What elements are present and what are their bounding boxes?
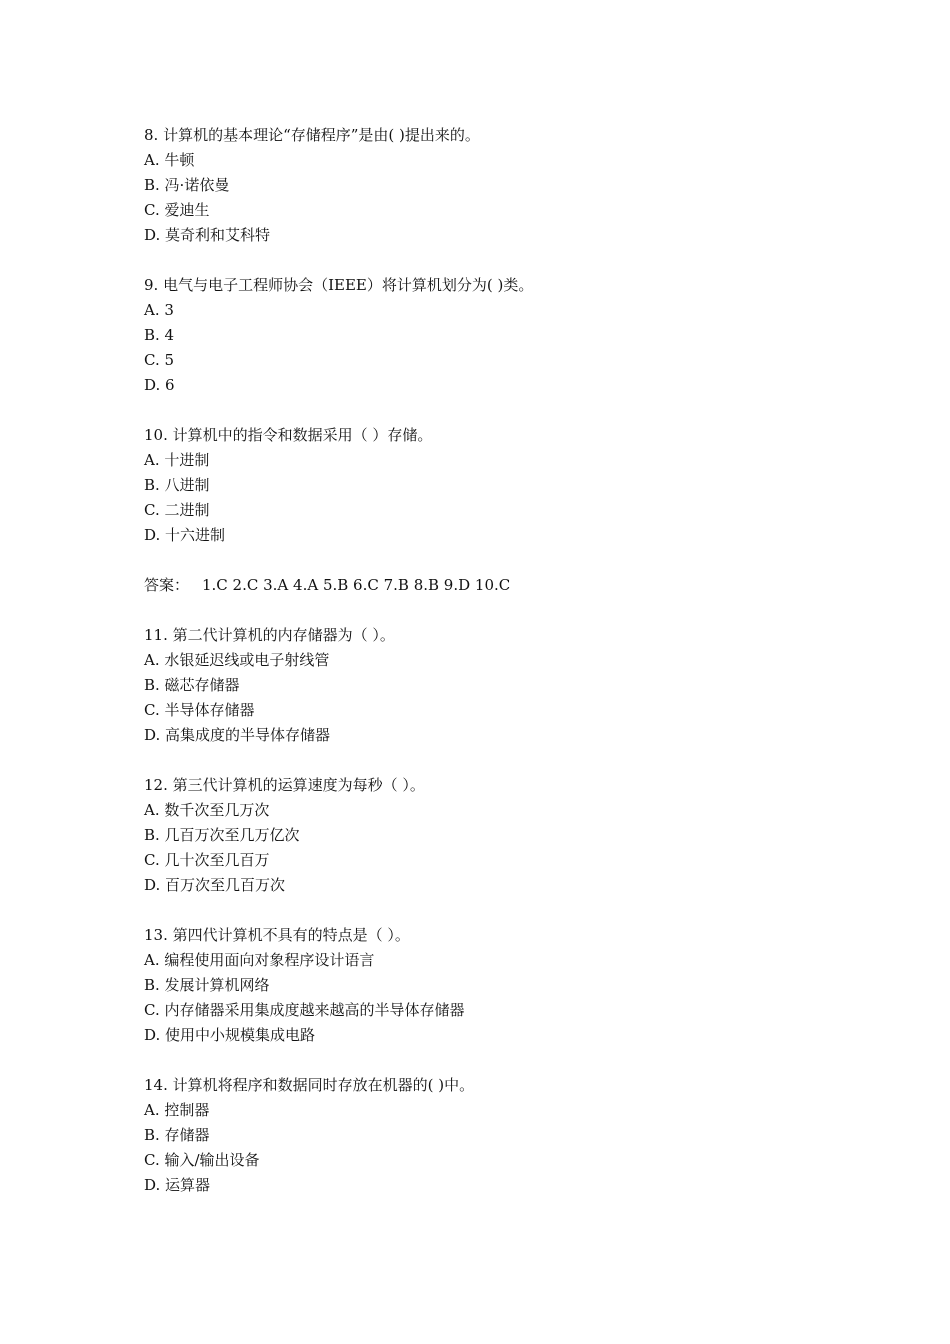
option-b: B. 发展计算机网络 [144, 976, 270, 994]
option-d: D. 百万次至几百万次 [144, 876, 286, 894]
question-11 [144, 623, 904, 748]
spacer [144, 398, 904, 423]
option-b: B. 存储器 [144, 1126, 210, 1144]
question-12 [144, 773, 904, 898]
option-c: C. 半导体存储器 [144, 701, 255, 719]
option-d: D. 莫奇利和艾科特 [144, 226, 271, 244]
spacer [144, 1048, 904, 1073]
option-d: D. 运算器 [144, 1176, 211, 1194]
question-text: 10. 计算机中的指令和数据采用（ ）存储。 [144, 426, 433, 444]
option-b: B. 八进制 [144, 476, 210, 494]
question-text: 12. 第三代计算机的运算速度为每秒（ ）。 [144, 776, 425, 794]
question-text: 14. 计算机将程序和数据同时存放在机器的( )中。 [144, 1076, 475, 1094]
option-c: C. 5 [144, 351, 175, 369]
question-text: 11. 第二代计算机的内存储器为（ ）。 [144, 626, 395, 644]
option-d: D. 高集成度的半导体存储器 [144, 726, 331, 744]
document-page [144, 123, 904, 1198]
spacer [144, 548, 904, 573]
question-13 [144, 923, 904, 1048]
option-c: C. 几十次至几百万 [144, 851, 270, 869]
question-14 [144, 1073, 904, 1198]
option-c: C. 内存储器采用集成度越来越高的半导体存储器 [144, 1001, 465, 1019]
option-a: A. 十进制 [144, 451, 210, 469]
option-c: C. 爱迪生 [144, 201, 210, 219]
spacer [144, 748, 904, 773]
question-text: 8. 计算机的基本理论“存储程序”是由( )提出来的。 [144, 126, 480, 144]
question-9 [144, 273, 904, 398]
option-a: A. 数千次至几万次 [144, 801, 270, 819]
option-a: A. 水银延迟线或电子射线管 [144, 651, 330, 669]
spacer [144, 598, 904, 623]
question-10 [144, 423, 904, 548]
option-b: B. 冯·诺依曼 [144, 176, 230, 194]
answer-values: 1.C 2.C 3.A 4.A 5.B 6.C 7.B 8.B 9.D 10.C [202, 576, 511, 594]
option-b: B. 几百万次至几万亿次 [144, 826, 300, 844]
option-d: D. 使用中小规模集成电路 [144, 1026, 316, 1044]
question-text: 13. 第四代计算机不具有的特点是（ ）。 [144, 926, 410, 944]
option-c: C. 输入/输出设备 [144, 1151, 260, 1169]
option-a: A. 控制器 [144, 1101, 210, 1119]
spacer [144, 248, 904, 273]
option-b: B. 4 [144, 326, 175, 344]
spacer [144, 898, 904, 923]
question-text: 9. 电气与电子工程师协会（IEEE）将计算机划分为( )类。 [144, 276, 534, 294]
option-c: C. 二进制 [144, 501, 210, 519]
question-8 [144, 123, 904, 248]
option-d: D. 十六进制 [144, 526, 226, 544]
answer-line [144, 573, 904, 598]
option-d: D. 6 [144, 376, 175, 394]
option-b: B. 磁芯存储器 [144, 676, 240, 694]
option-a: A. 编程使用面向对象程序设计语言 [144, 951, 375, 969]
answer-key [144, 573, 904, 598]
answer-label: 答案： [144, 576, 190, 594]
option-a: A. 牛顿 [144, 151, 195, 169]
option-a: A. 3 [144, 301, 174, 319]
